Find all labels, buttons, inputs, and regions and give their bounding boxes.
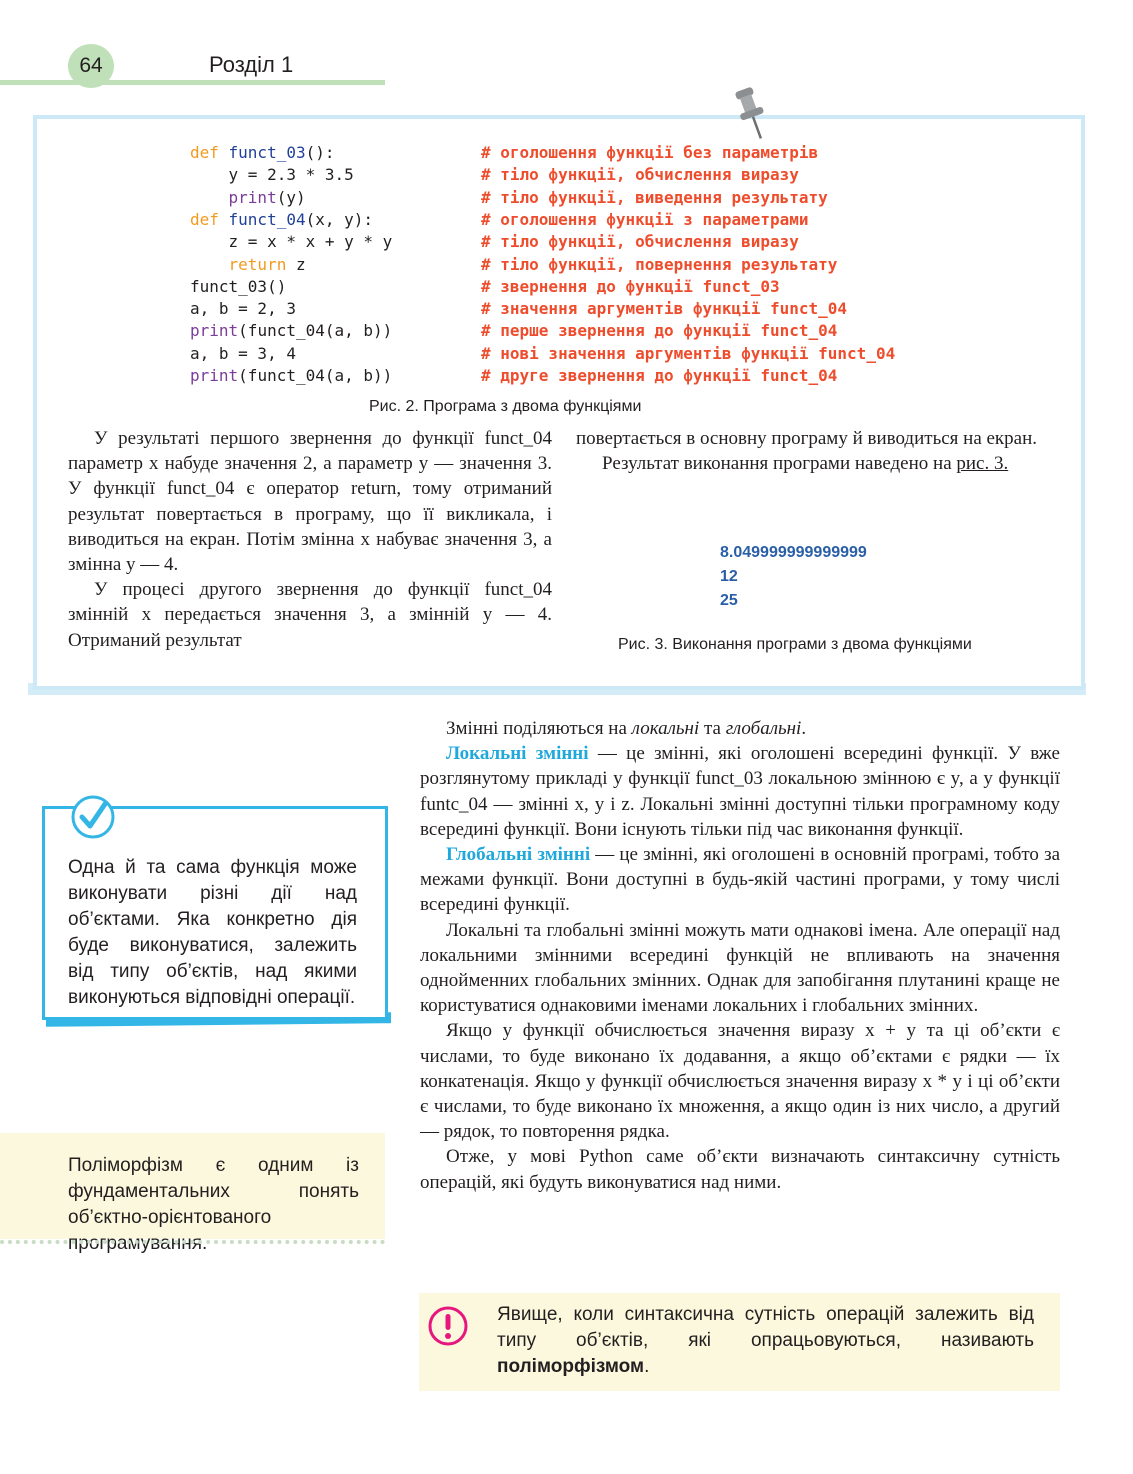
definition-note-text: Поліморфізм є одним із фундаментальних понять об’єктно-орієнтованого програмування. [68, 1155, 359, 1254]
right-paragraph-1: повертається в основну програму й виводиться на екран. [576, 428, 1038, 449]
code-comment: # тіло функції, обчислення виразу [481, 165, 799, 185]
code-line [190, 164, 354, 186]
code-comment: # друге звернення до функції funct_04 [481, 366, 838, 385]
code-line [190, 276, 286, 298]
code-token: (x, y): [305, 209, 374, 229]
code-token: z [286, 254, 306, 274]
code-token: a, b = 3, 4 [190, 343, 296, 363]
output-line: 25 [720, 592, 738, 609]
main-p1-end: . [801, 718, 807, 739]
code-comment: # значення аргументів функції funct_04 [481, 299, 848, 319]
main-p1-text: Змінні поділяються на [446, 718, 632, 739]
code-line [190, 231, 392, 253]
code-line [190, 343, 296, 365]
code-line [190, 187, 306, 209]
check-note-text: Одна й та сама функція може виконувати різні дії над об’єктами. Яка конкретно дія буде виконуватися, залежить від типу об’єктів, над якими виконуються відповідні операції. [68, 857, 357, 1008]
main-p1-and: та [699, 718, 726, 739]
section-title: Розділ 1 [209, 52, 294, 77]
left-paragraph-2: У процесі другого звернення до функції funct_04 змінній x передається значення 3, а змінній y — 4. Отриманий результат [68, 579, 552, 651]
warning-end: . [644, 1356, 650, 1377]
main-paragraph-5: Якщо у функції обчислюється значення виразу x + y та ці об’єкти є числами, то буде виконано їх додавання, а якщо об’єктами є рядки — їх конкатенація. Якщо у функції обчислюється значення виразу x * y і ці об’єкти є числами, то буде виконано їх множення, а якщо один із них число, а другий — рядок, то повторення рядка. [420, 1020, 1060, 1143]
code-comment: # оголошення функції з параметрами [481, 209, 809, 229]
code-line [190, 209, 373, 231]
figure-2-caption: Рис. 2. Програма з двома функціями [369, 398, 642, 415]
checkmark-icon [70, 794, 116, 840]
code-comment: # тіло функції, обчислення виразу [481, 232, 799, 252]
code-token: a, b = 2, 3 [190, 299, 296, 319]
right-column-text [576, 426, 1060, 476]
code-token: z = x * x + y * y [190, 232, 393, 252]
dotted-divider [0, 1240, 385, 1244]
code-token: def [190, 209, 229, 229]
global-variables-term: Глобальні змінні [446, 844, 591, 866]
code-token: (): [305, 143, 335, 162]
right-paragraph-2: Результат виконання програми наведено на [602, 453, 957, 475]
header-rule [0, 80, 385, 85]
polymorphism-term: поліморфізмом [497, 1356, 645, 1377]
code-token: print [228, 187, 277, 207]
code-comment: # оголошення функції без параметрів [481, 143, 819, 162]
code-token [190, 255, 229, 274]
code-comment: # тіло функції, виведення результату [481, 187, 828, 207]
code-token: funct_04 [228, 209, 306, 229]
code-token: print [190, 366, 239, 385]
code-comment: # тіло функції, повернення результату [481, 254, 838, 274]
code-comment: # нові значення аргументів функції funct_04 [481, 343, 896, 363]
global-variables-definition: — це змінні, які оголошені в основній програмі, тобто за межами функції. Вони доступні в будь-якій частині програми, у тому числі всередині функції. [420, 844, 1061, 916]
code-token: funct_03() [190, 276, 287, 296]
output-line: 8.049999999999999 [720, 544, 867, 561]
code-token: return [228, 254, 287, 274]
warning-body: Явище, коли синтаксична сутність операцій залежить від типу об’єктів, які опрацьовуються, називають [497, 1304, 1034, 1351]
code-token: funct_03 [228, 143, 306, 162]
code-token: (funct_04(a, b)) [238, 366, 393, 385]
code-line [190, 320, 392, 342]
main-paragraph-4: Локальні та глобальні змінні можуть мати однакові імена. Але операції над локальними змінними всередині функцій не впливають на значення однойменних глобальних змінних. Однак для запобігання плутанині краще не користуватися однаковими іменами локальних і глобальних змінних. [420, 919, 1060, 1017]
code-comment: # звернення до функції funct_03 [481, 276, 780, 296]
global-italic: глобальні [725, 718, 802, 739]
code-token [190, 188, 229, 207]
code-token: (y) [276, 187, 306, 207]
main-text [420, 716, 1060, 1195]
code-token: def [190, 143, 229, 162]
local-italic: локальні [631, 718, 700, 739]
exclamation-icon [427, 1305, 469, 1347]
program-output [720, 541, 867, 613]
code-token: y = 2.3 * 3.5 [190, 165, 354, 185]
code-token: print [190, 321, 239, 341]
code-line [190, 298, 296, 320]
left-column-text [68, 426, 552, 653]
code-comment: # перше звернення до функції funct_04 [481, 321, 838, 341]
output-line: 12 [720, 568, 738, 585]
figure-3-caption: Рис. 3. Виконання програми з двома функціями [618, 636, 972, 653]
code-line [190, 142, 335, 164]
left-paragraph-1: У результаті першого звернення до функції funct_04 параметр x набуде значення 2, а параметр y — значення 3. У функції funct_04 є оператор return, тому отриманий результат повертається в програму, що її викликала, і виводиться на екран. Потім змінна x набуває значення 3, а змінна y — 4. [68, 428, 552, 576]
code-line [190, 365, 392, 387]
code-line [190, 254, 306, 276]
warning-text [497, 1302, 1034, 1380]
page-number: 64 [68, 44, 114, 88]
code-token: (funct_04(a, b)) [238, 321, 393, 341]
main-paragraph-6: Отже, у мові Python саме об’єкти визначають синтаксичну сутність операцій, які будуть виконуватися над ними. [420, 1146, 1060, 1193]
local-variables-definition: — це змінні, які оголошені всередині функції. У вже розглянутому прикладі у функції funct_03 локальною змінною є y, а у функції funtc_04 — змінні x, y і z. Локальні змінні доступні тільки програмному коду всередині функції. Вони існують тільки під час виконання функції. [420, 743, 1060, 840]
pushpin-icon [732, 84, 772, 144]
figure-3-link[interactable]: рис. 3. [956, 453, 1009, 475]
local-variables-term: Локальні змінні [446, 743, 589, 765]
